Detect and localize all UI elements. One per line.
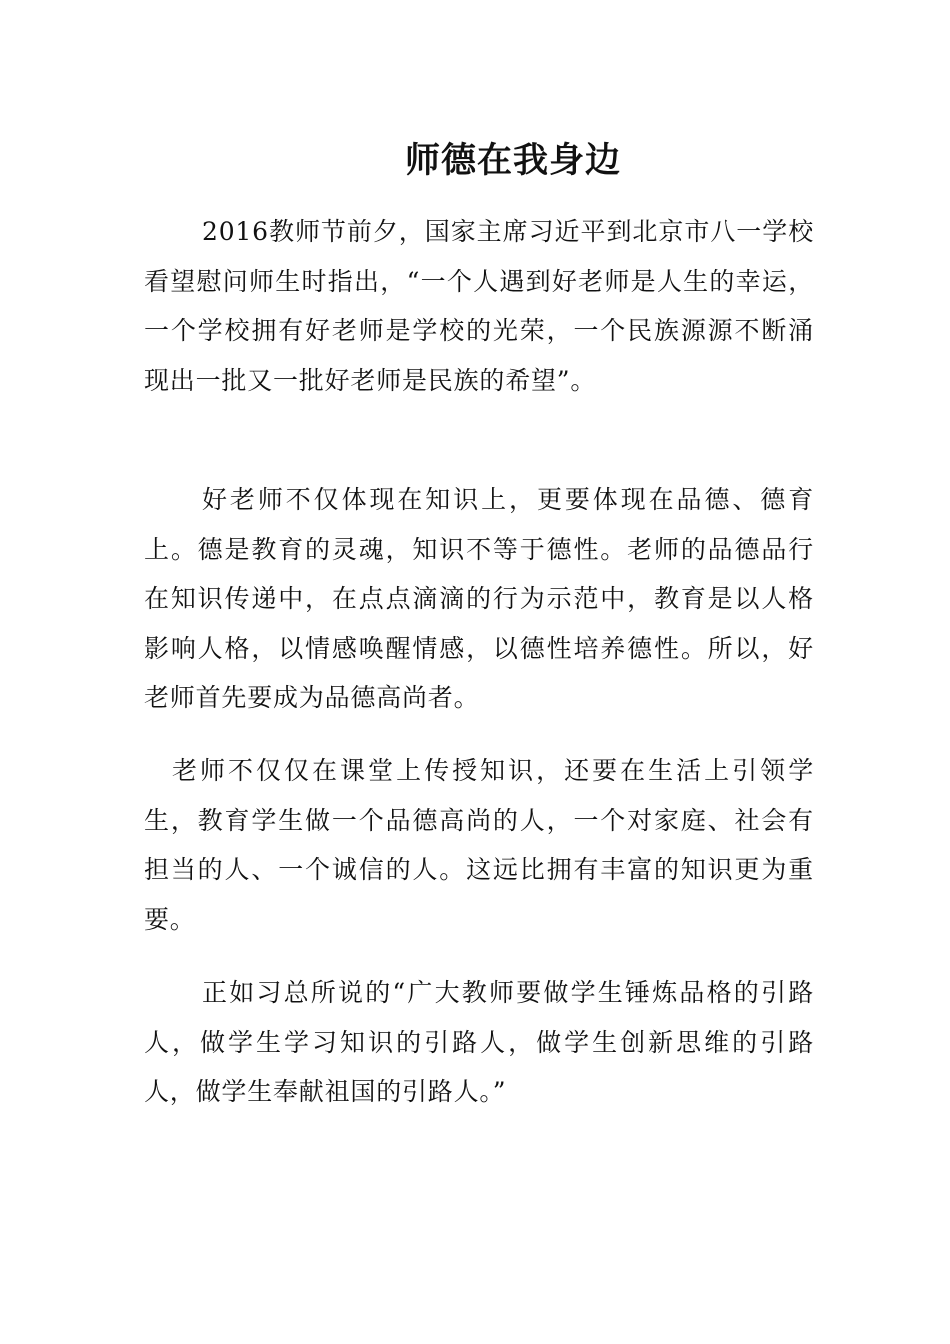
- paragraph-4: 正如习总所说的“广大教师要做学生锤炼品格的引路人，做学生学习知识的引路人，做学生创新思维的引路人，做学生奉献祖国的引路人。”: [144, 978, 814, 1106]
- document-title: 师德在我身边: [404, 141, 621, 181]
- paragraph-3: 老师不仅仅在课堂上传授知识，还要在生活上引领学生，教育学生做一个品德高尚的人，一个对家庭、社会有担当的人、一个诚信的人。这远比拥有丰富的知识更为重要。: [144, 756, 814, 934]
- paragraph-2: 好老师不仅体现在知识上，更要体现在品德、德育上。德是教育的灵魂，知识不等于德性。老师的品德品行在知识传递中，在点点滴滴的行为示范中，教育是以人格影响人格，以情感唤醒情感，以德性培养德性。所以，好老师首先要成为品德高尚者。: [144, 485, 814, 712]
- paragraph-1: 2016教师节前夕，国家主席习近平到北京市八一学校看望慰问师生时指出，“一个人遇到好老师是人生的幸运，一个学校拥有好老师是学校的光荣，一个民族源源不断涌现出一批又一批好老师是民族的希望”。: [144, 217, 814, 395]
